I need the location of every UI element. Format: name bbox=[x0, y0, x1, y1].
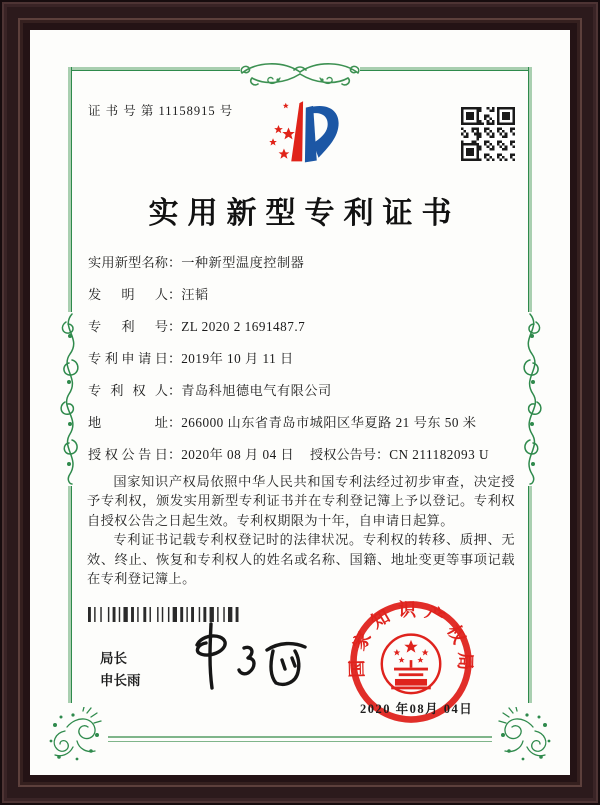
certificate-number: 证 书 号 第 11158915 号 bbox=[88, 104, 234, 118]
border-right-lower-segment bbox=[528, 486, 532, 703]
border-left-lower-segment bbox=[68, 486, 72, 703]
field-label: 授权公告日 bbox=[88, 447, 168, 462]
field-value: 2019年 10 月 11 日 bbox=[181, 351, 294, 366]
field-row-patent-number: 专利号：ZL 2020 2 1691487.7 bbox=[88, 319, 306, 334]
bottom-right-floral-ornament bbox=[495, 707, 553, 765]
qr-code-icon bbox=[461, 107, 515, 166]
left-side-flourish bbox=[56, 312, 84, 486]
right-side-flourish bbox=[518, 306, 546, 492]
bottom-left-floral-ornament bbox=[47, 707, 105, 765]
top-scroll-ornament bbox=[238, 58, 362, 92]
field-value: 汪韬 bbox=[181, 287, 209, 302]
seal-date: 2020 年08月 04日 bbox=[360, 702, 474, 716]
certificate-fields bbox=[88, 254, 518, 478]
field-grant-announcement-no: 授权公告号：CN 211182093 U bbox=[310, 447, 489, 462]
field-value: 266000 山东省青岛市城阳区华夏路 21 号东 50 米 bbox=[181, 415, 477, 430]
field-value: 2020年 08 月 04 日 bbox=[181, 447, 295, 462]
field-label: 专利权人 bbox=[88, 383, 168, 398]
field-row-address: 地址：266000 山东省青岛市城阳区华夏路 21 号东 50 米 bbox=[88, 415, 477, 430]
field-value: 一种新型温度控制器 bbox=[181, 255, 305, 270]
field-label: 地址 bbox=[88, 415, 168, 430]
cnipa-patent-logo-icon bbox=[258, 94, 350, 181]
border-bottom-line-1 bbox=[108, 736, 492, 738]
legal-text bbox=[87, 472, 515, 588]
border-top-left-segment bbox=[68, 67, 240, 71]
field-row-filing-date: 专利申请日：2019年 10 月 11 日 bbox=[88, 351, 294, 366]
legal-paragraph-2: 专利证书记载专利权登记时的法律状况。专利权的转移、质押、无效、终止、恢复和专利权人的姓名或名称、国籍、地址变更等事项记载在专利登记簿上。 bbox=[87, 532, 515, 587]
field-row-name: 实用新型名称：一种新型温度控制器 bbox=[88, 255, 305, 270]
field-row-patentee: 专利权人：青岛科旭德电气有限公司 bbox=[88, 383, 332, 398]
certificate-title: 实用新型专利证书 bbox=[148, 197, 461, 230]
seal-text: 国家知识产权局 bbox=[346, 599, 476, 679]
signer-block bbox=[100, 648, 141, 692]
border-top-right-segment bbox=[360, 67, 532, 71]
field-label: 授权公告号 bbox=[310, 447, 376, 462]
field-value: 青岛科旭德电气有限公司 bbox=[181, 383, 332, 398]
field-label: 发明人 bbox=[88, 287, 168, 302]
field-value: CN 211182093 U bbox=[389, 447, 489, 462]
field-row-inventor: 发明人：汪韬 bbox=[88, 287, 209, 302]
handwritten-signature-icon bbox=[182, 620, 314, 701]
field-row-grant-date: 授权公告日：2020年 08 月 04 日 授权公告号：CN 211182093 U bbox=[88, 447, 489, 462]
border-bottom-line-2 bbox=[108, 741, 492, 743]
signer-title: 局长 bbox=[100, 651, 127, 666]
field-label: 实用新型名称 bbox=[88, 255, 168, 270]
legal-paragraph-1: 国家知识产权局依照中华人民共和国专利法经过初步审查，决定授予专利权，颁发实用新型专利证书并在专利登记簿上予以登记。专利权自授权公告之日起生效。专利权期限为十年，自申请日起算。 bbox=[87, 474, 515, 528]
signer-name: 申长雨 bbox=[100, 673, 141, 688]
field-label: 专利号 bbox=[88, 319, 168, 334]
field-label: 专利申请日 bbox=[88, 351, 168, 366]
field-value: ZL 2020 2 1691487.7 bbox=[181, 319, 306, 334]
